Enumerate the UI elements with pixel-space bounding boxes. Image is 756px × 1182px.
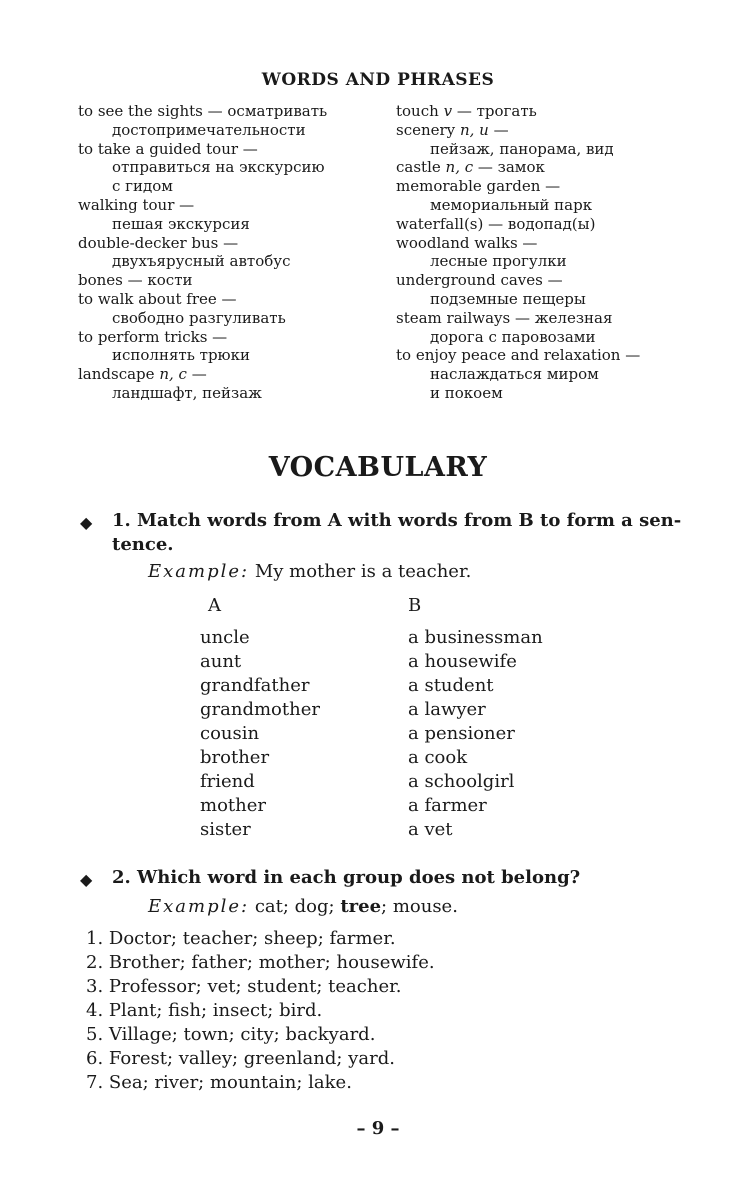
words-right-column xyxy=(396,102,696,403)
diamond-bullet-icon: ◆ xyxy=(80,870,93,889)
glossary-entry xyxy=(396,177,696,215)
glossary-entry xyxy=(78,140,388,196)
part-of-speech: n, u xyxy=(459,120,489,139)
example-label: Example: xyxy=(148,896,250,917)
words-and-phrases-title: WORDS AND PHRASES xyxy=(261,70,495,90)
glossary-translation: пешая экскурсия xyxy=(112,214,250,233)
glossary-entry xyxy=(78,290,388,328)
list-item: 2. Brother; father; mother; housewife. xyxy=(86,952,435,973)
part-of-speech: n, c xyxy=(445,158,474,177)
glossary-term: bones — кости xyxy=(78,271,193,290)
column-b-item: a lawyer xyxy=(408,699,486,720)
glossary-translation: исполнять трюки xyxy=(112,346,250,365)
words-left-column xyxy=(78,102,388,403)
example-answer: tree xyxy=(340,896,382,917)
glossary-term: castle n, c — замок xyxy=(396,158,545,177)
example-text: ; mouse. xyxy=(381,896,458,917)
glossary-translation: дорога с паровозами xyxy=(430,327,596,346)
exercise-2-list xyxy=(86,927,435,1095)
glossary-translation: отправиться на экскурсию xyxy=(112,158,325,177)
glossary-translation: лесные прогулки xyxy=(430,252,567,271)
column-a-item: uncle xyxy=(200,627,250,648)
column-a-item: grandmother xyxy=(200,699,320,720)
glossary-translation: ландшафт, пейзаж xyxy=(112,383,262,402)
glossary-entry xyxy=(78,271,388,290)
vocabulary-title: VOCABULARY xyxy=(268,452,488,483)
glossary-entry xyxy=(396,215,696,234)
glossary-entry xyxy=(78,365,388,403)
glossary-entry xyxy=(78,328,388,366)
glossary-term: waterfall(s) — водопад(ы) xyxy=(396,214,596,233)
glossary-entry xyxy=(78,102,388,140)
glossary-entry xyxy=(396,102,696,121)
column-b-item: a vet xyxy=(408,819,453,840)
page-number: – 9 – xyxy=(356,1118,400,1139)
list-item: 1. Doctor; teacher; sheep; farmer. xyxy=(86,928,396,949)
glossary-translation: пейзаж, панорама, вид xyxy=(430,139,614,158)
column-b xyxy=(408,594,608,842)
glossary-term: to take a guided tour — xyxy=(78,139,258,158)
column-b-item: a businessman xyxy=(408,627,543,648)
glossary-translation: мемориальный парк xyxy=(430,195,593,214)
glossary-entry xyxy=(396,309,696,347)
column-a-item: aunt xyxy=(200,651,242,672)
glossary-term: to walk about free — xyxy=(78,289,237,308)
list-item: 6. Forest; valley; greenland; yard. xyxy=(86,1048,395,1069)
example-text: cat; dog; xyxy=(249,896,341,917)
glossary-entry xyxy=(396,121,696,159)
list-item: 7. Sea; river; mountain; lake. xyxy=(86,1072,352,1093)
column-b-item: a student xyxy=(408,675,494,696)
column-a-item: mother xyxy=(200,795,266,816)
glossary-translation: подземные пещеры xyxy=(430,289,586,308)
column-b-item: a pensioner xyxy=(408,723,515,744)
glossary-entry xyxy=(78,234,388,272)
column-b-item: a housewife xyxy=(408,651,517,672)
glossary-entry xyxy=(396,271,696,309)
glossary-term: double-decker bus — xyxy=(78,233,239,252)
glossary-term: memorable garden — xyxy=(396,177,561,196)
column-a-item: grandfather xyxy=(200,675,310,696)
example-label: Example: xyxy=(148,561,250,582)
glossary-entry xyxy=(396,158,696,177)
exercise-2-example xyxy=(148,896,458,917)
exercise-1-example xyxy=(148,561,471,582)
column-a-header: A xyxy=(208,595,221,616)
exercise-1-heading-line: tence. xyxy=(112,534,174,555)
list-item: 4. Plant; fish; insect; bird. xyxy=(86,1000,323,1021)
exercise-1-heading xyxy=(112,509,692,557)
glossary-term: to enjoy peace and relaxation — xyxy=(396,346,641,365)
glossary-term: landscape n, c — xyxy=(78,365,207,384)
glossary-entry xyxy=(396,346,696,402)
glossary-entry xyxy=(396,234,696,272)
column-b-item: a schoolgirl xyxy=(408,771,515,792)
list-item: 3. Professor; vet; student; teacher. xyxy=(86,976,402,997)
glossary-term: underground caves — xyxy=(396,271,563,290)
column-a-item: brother xyxy=(200,747,270,768)
part-of-speech: n, c xyxy=(159,365,187,384)
column-a xyxy=(200,594,390,842)
glossary-translation: свободно разгуливать xyxy=(112,308,286,327)
column-b-header: B xyxy=(408,595,422,616)
glossary-translation: двухъярусный автобус xyxy=(112,252,291,271)
part-of-speech: v xyxy=(443,102,453,120)
column-a-item: sister xyxy=(200,819,251,840)
column-b-item: a farmer xyxy=(408,795,487,816)
glossary-term: woodland walks — xyxy=(396,233,538,252)
column-b-item: a cook xyxy=(408,747,468,768)
glossary-term: to perform tricks — xyxy=(78,327,228,346)
diamond-bullet-icon: ◆ xyxy=(80,513,93,532)
column-a-item: cousin xyxy=(200,723,260,744)
glossary-translation: наслаждаться миром xyxy=(430,365,599,384)
list-item: 5. Village; town; city; backyard. xyxy=(86,1024,376,1045)
glossary-term: touch v — трогать xyxy=(396,102,537,120)
glossary-term: steam railways — железная xyxy=(396,308,613,327)
glossary-translation: достопримечательности xyxy=(112,120,306,139)
glossary-entry xyxy=(78,196,388,234)
glossary-term: walking tour — xyxy=(78,195,195,214)
exercise-1-heading-line: 1. Match words from A with words from B to form a sen- xyxy=(112,510,682,531)
exercise-2-heading: 2. Which word in each group does not belong? xyxy=(112,867,581,888)
glossary-term: scenery n, u — xyxy=(396,120,509,139)
glossary-term: to see the sights — осматривать xyxy=(78,102,328,120)
glossary-translation: и покоем xyxy=(430,383,503,402)
column-a-item: friend xyxy=(200,771,255,792)
glossary-translation: с гидом xyxy=(112,177,173,196)
example-text: My mother is a teacher. xyxy=(249,561,472,582)
